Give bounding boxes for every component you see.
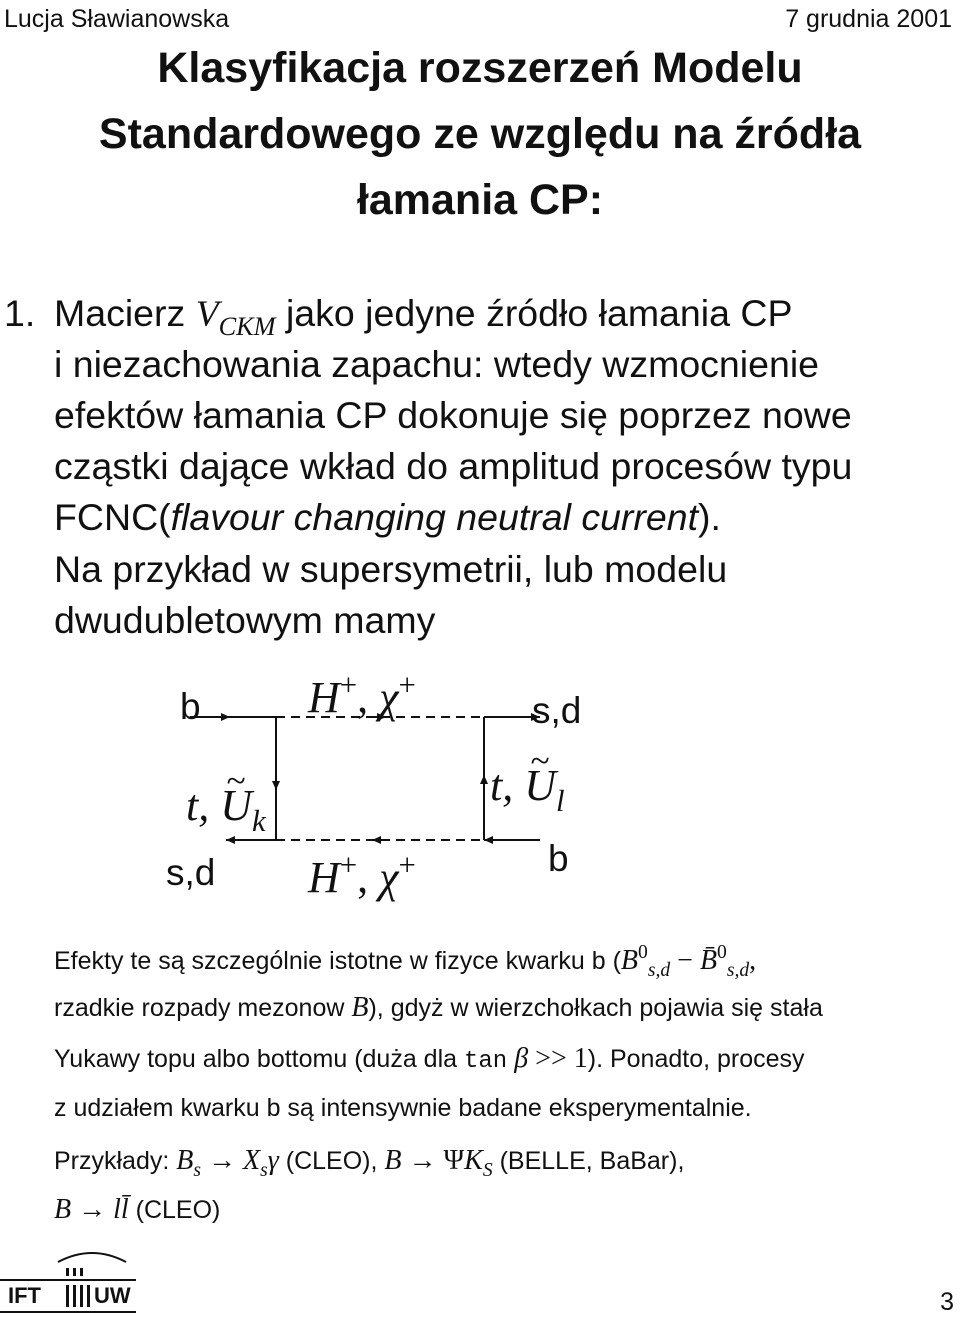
- vckm-symbol: $V_{CKM}$: [195, 294, 276, 342]
- text-line-3: Yukawy topu albo bottomu (duża dla tan β >> 1). Ponadto, procesy: [54, 1043, 805, 1075]
- item-line-3: efektów łamania CP dokonuje się poprzez nowe: [54, 394, 852, 436]
- text-line-2: rzadkie rozpady mezonow B), gdyż w wierzchołkach pojawia się stała: [54, 992, 823, 1023]
- title-line-2: Standardowego ze względu na źródła: [98, 110, 862, 158]
- label-b-top: b: [180, 686, 201, 727]
- label-higgs-chargino-top: H+, χ+: [308, 668, 416, 722]
- label-higgs-chargino-bottom: H+, χ+: [308, 848, 416, 902]
- item-text: jako jedyne źródło łamania CP: [285, 292, 793, 334]
- item-line-4: cząstki dające wkład do amplitud procesów typu: [54, 445, 853, 487]
- item-line-6: Na przykład w supersymetrii, lub modelu: [54, 548, 728, 590]
- text-line-1: Efekty te są szczególnie istotne w fizyce kwarku b ($B^0_{s,d}$ − B̄$^0_{s,d}$,: [54, 942, 757, 981]
- item-text: Macierz: [54, 292, 186, 334]
- examples-line-2: B → ll̄ (CLEO): [54, 1194, 221, 1225]
- label-top-squark-right: t, ~ $U_l$: [490, 760, 565, 819]
- title-line-3: łamania CP:: [356, 176, 604, 224]
- date: 7 grudnia 2001: [785, 5, 952, 33]
- item-number: 1.: [4, 292, 36, 334]
- label-sd-bottom: s,d: [166, 852, 216, 893]
- logo-text-ift: IFT: [8, 1283, 41, 1308]
- author-name: Lucja Sławianowska: [4, 5, 230, 33]
- logo-text-uw: UW: [94, 1283, 131, 1308]
- label-sd-top: s,d: [532, 690, 582, 731]
- text-line-4: z udziałem kwarku b są intensywnie badane eksperymentalnie.: [54, 1094, 752, 1122]
- item-line-2: i niezachowania zapachu: wtedy wzmocnienie: [54, 343, 820, 385]
- fcnc-expansion: flavour changing neutral current: [170, 496, 699, 538]
- label-top-squark-left: t, ~ $U_k$: [186, 780, 266, 839]
- item-line-7: dwudubletowym mamy: [54, 599, 436, 641]
- page-number: 3: [940, 1288, 954, 1316]
- title-line-1: Klasyfikacja rozszerzeń Modelu: [157, 44, 803, 92]
- label-b-bottom: b: [548, 838, 569, 879]
- examples-line-1: Przykłady: $B_s \to X_s\gamma$ (CLEO), $B \to \Psi K_S$ (BELLE, BaBar),: [54, 1145, 685, 1181]
- item-line-5: FCNC(flavour changing neutral current).: [54, 496, 721, 538]
